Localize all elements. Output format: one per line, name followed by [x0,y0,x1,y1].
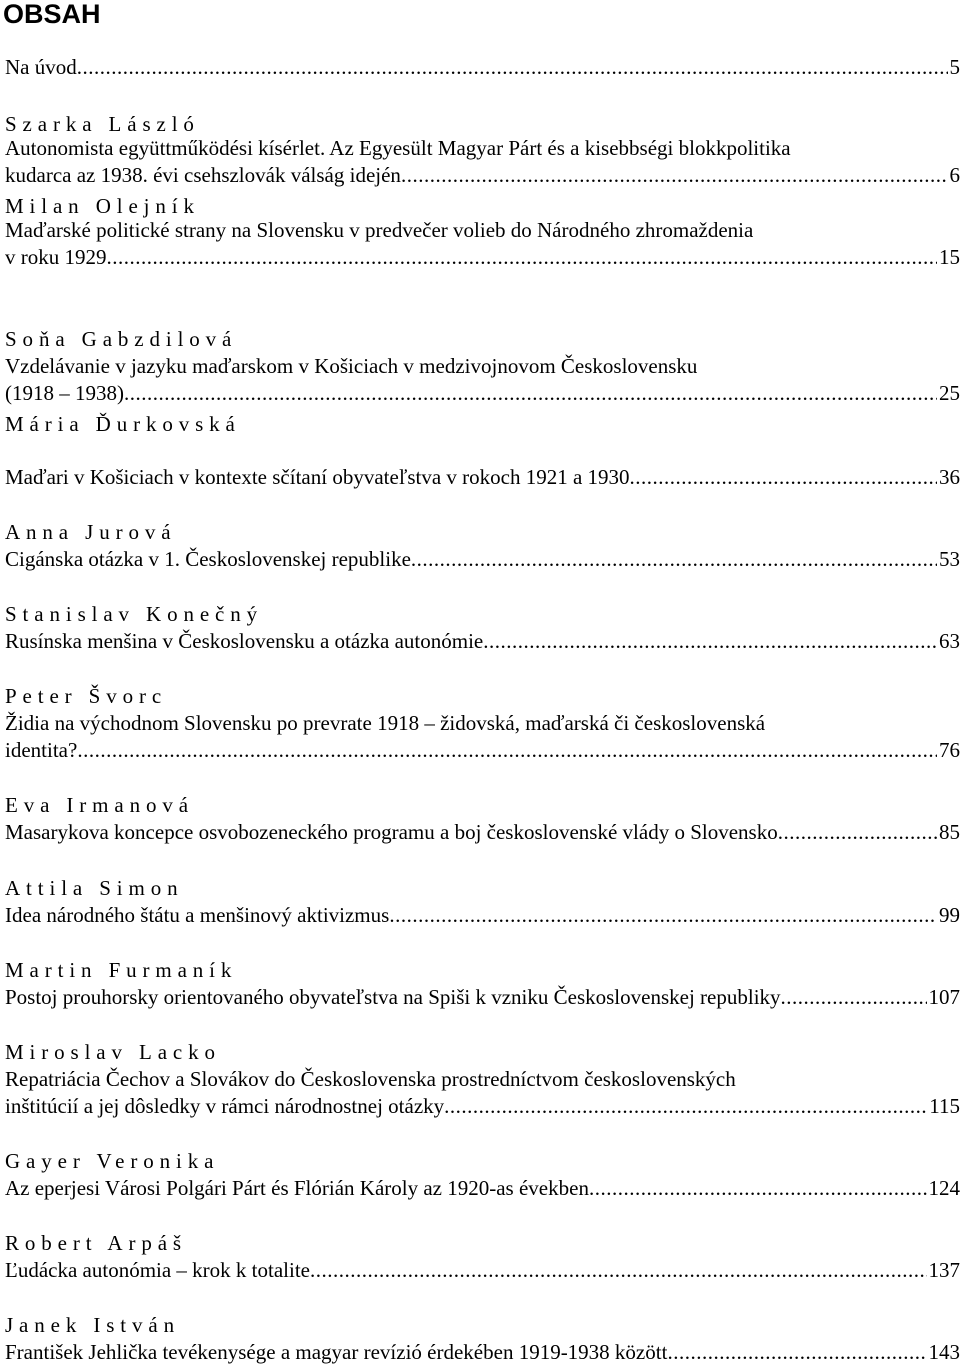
toc-title-text: Idea národného štátu a menšinový aktivizmus [5,903,390,927]
toc-entry-link[interactable] [5,628,960,655]
page-number: 25 [939,381,960,405]
toc-entry-link[interactable] [5,1175,960,1202]
toc-author: Szarka László [5,112,200,136]
toc-author: Attila Simon [5,876,184,900]
dot-leader [589,1175,927,1202]
toc-author: Anna Jurová [5,520,177,544]
toc-author: Eva Irmanová [5,793,194,817]
toc-author: Mária Ďurkovská [5,412,241,436]
dot-leader [77,737,937,764]
page-number: 137 [928,1258,960,1282]
toc-entry-link[interactable] [5,902,960,929]
toc-title-text: Az eperjesi Városi Polgári Párt és Flórián Károly az 1920-as években [5,1176,589,1200]
page-number: 85 [939,820,960,844]
page-number: 36 [939,465,960,489]
toc-entry-link[interactable] [5,380,960,407]
toc-title-text: Maďarské politické strany na Slovensku v predvečer volieb do Národného zhromaždenia [5,218,754,242]
toc-title-text: František Jehlička tevékenysége a magyar revízió érdekében 1919-1938 között [5,1340,668,1364]
toc-author: Peter Švorc [5,684,168,708]
toc-entry-link[interactable] [5,54,960,81]
toc-title-text: kudarca az 1938. évi csehszlovák válság idején [5,163,401,187]
page-number: 99 [939,903,960,927]
toc-title-line [5,353,960,380]
toc-title-text: Autonomista együttműködési kísérlet. Az Egyesült Magyar Párt és a kisebbségi blokkpolitika [5,136,791,160]
toc-entry-link[interactable] [5,464,960,491]
page-number: 124 [928,1176,960,1200]
toc-title-text: Masarykova koncepce osvobozeneckého programu a boj československé vlády o Slovensko [5,820,778,844]
toc-entry-link[interactable] [5,1339,960,1366]
dot-leader [483,628,937,655]
toc-entry-link[interactable] [5,819,960,846]
page-number: 6 [949,163,960,187]
toc-title-text: Repatriácia Čechov a Slovákov do Československa prostredníctvom československých [5,1067,736,1091]
toc-title-text: Na úvod [5,55,77,79]
toc-title-text: Vzdelávanie v jazyku maďarskom v Košiciach v medzivojnovom Československu [5,354,698,378]
page-number: 115 [929,1094,960,1118]
dot-leader [401,162,948,189]
dot-leader [667,1339,926,1366]
toc-entry-link[interactable] [5,546,960,573]
toc-entry-link[interactable] [5,984,960,1011]
toc-entry-link[interactable] [5,162,960,189]
toc-author: Robert Arpáš [5,1231,187,1255]
toc-entry-link[interactable] [5,737,960,764]
toc-author: Stanislav Konečný [5,602,264,626]
dot-leader [444,1093,927,1120]
toc-title-text: identita? [5,738,78,762]
dot-leader [411,546,937,573]
dot-leader [107,244,938,271]
page-number: 15 [939,245,960,269]
toc-title-text: inštitúcií a jej dôsledky v rámci národnostnej otázky [5,1094,445,1118]
toc-title-line [5,217,960,244]
dot-leader [781,984,927,1011]
toc-author: Milan Olejník [5,194,200,218]
dot-leader [310,1257,927,1284]
dot-leader [124,380,937,407]
page-title: OBSAH [3,0,101,29]
toc-title-text: Cigánska otázka v 1. Československej republike [5,547,411,571]
dot-leader [630,464,937,491]
toc-title-text: Postoj prouhorsky orientovaného obyvateľstva na Spiši k vzniku Československej republiky [5,985,781,1009]
toc-title-text: v roku 1929 [5,245,107,269]
toc-title-text: Maďari v Košiciach v kontexte sčítaní obyvateľstva v rokoch 1921 a 1930 [5,465,630,489]
toc-author: Soňa Gabzdilová [5,327,238,351]
dot-leader [77,54,948,81]
page-number: 76 [939,738,960,762]
toc-author: Miroslav Lacko [5,1040,221,1064]
page-number: 5 [949,55,960,79]
toc-entry-link[interactable] [5,244,960,271]
dot-leader [778,819,937,846]
page-number: 63 [939,629,960,653]
page-number: 107 [928,985,960,1009]
toc-author: Gayer Veronika [5,1149,220,1173]
toc-entry-link[interactable] [5,1093,960,1120]
toc-title-line [5,1066,960,1093]
toc-title-text: Židia na východnom Slovensku po prevrate 1918 – židovská, maďarská či československá [5,711,766,735]
toc-author: Martin Furmaník [5,958,238,982]
toc-title-text: (1918 – 1938) [5,381,124,405]
toc-title-text: Rusínska menšina v Československu a otázka autonómie [5,629,484,653]
toc-title-line [5,135,960,162]
toc-entry-link[interactable] [5,1257,960,1284]
toc-author: Janek István [5,1313,180,1337]
dot-leader [389,902,937,929]
toc-title-line [5,710,960,737]
page-number: 143 [928,1340,960,1364]
page-number: 53 [939,547,960,571]
toc-title-text: Ľudácka autonómia – krok k totalite [5,1258,310,1282]
